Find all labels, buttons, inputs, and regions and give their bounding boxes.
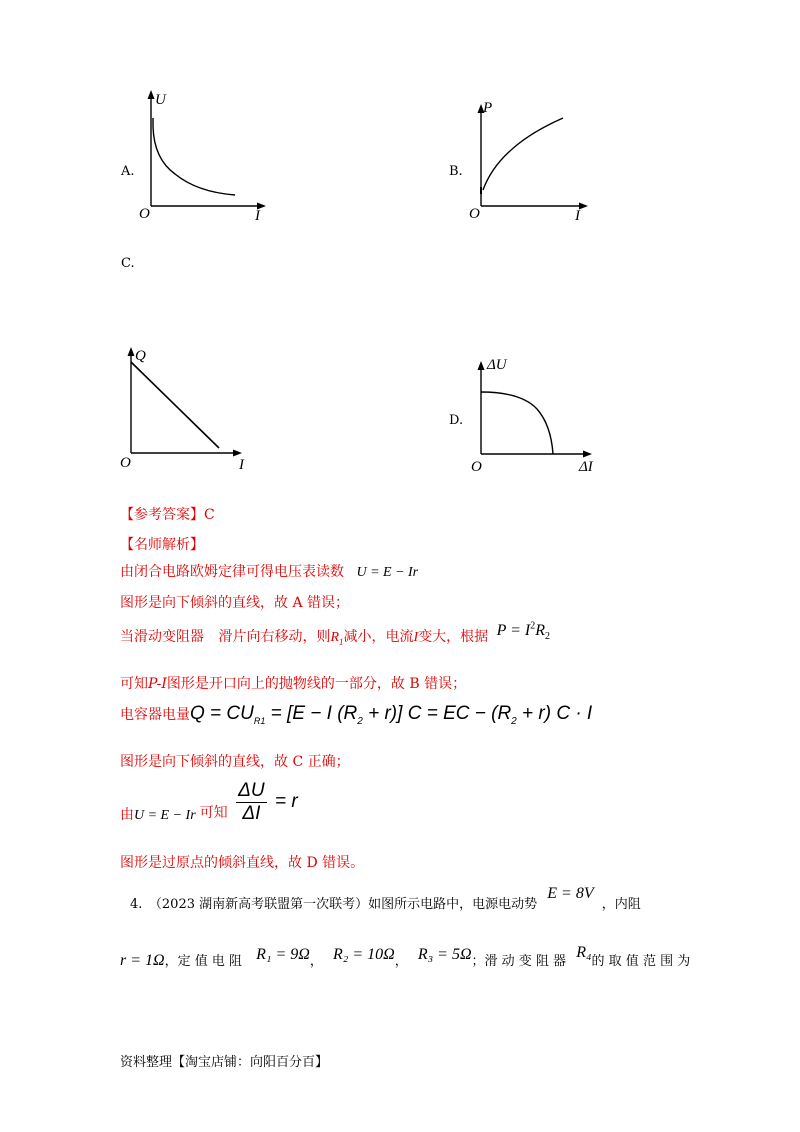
q4-l2-c: 的 取 值 范 围 为 [591,954,691,969]
answer-line [120,504,215,524]
graph-a-curve [153,124,235,195]
answer-label: 【参考答案】 [120,507,204,523]
analysis-l7-den: ΔI [242,803,261,824]
q4-l1-b: ，内阻 [601,897,641,912]
analysis-l7-b: 可知 [199,804,228,821]
graph-a-xlabel: I [255,208,260,223]
analysis-l5-text: 电容器电量 [120,707,190,723]
q4-l1-a: 4. （2023 湖南新高考联盟第一次联考）如图所示电路中，电源电动势 [130,897,538,912]
graph-c-origin: O [120,455,131,471]
analysis-l7-a: 由 [120,806,134,823]
analysis-l1-formula: U = E − Ir [356,565,419,580]
q4-l1-emf: E = 8V [547,885,594,902]
analysis-line-4 [120,673,466,693]
q4-l2-b: ；滑 动 变 阻 器 [471,954,567,969]
graph-b-curve [483,118,563,190]
analysis-l5-formula: $Q = CU_{R1} = [E - I$ $(R_2 + r)$] C = EC − $(R_2 + r) C \cdot I$ [190,703,593,727]
analysis-l7-rhs: = r [275,790,298,812]
graph-d-curve [481,392,553,454]
graph-a-origin: O [139,206,150,222]
analysis-l3-d: 变大，根据 [418,629,489,645]
analysis-line-8: 图形是过原点的倾斜直线，故 D 错误。 [120,855,365,871]
analysis-heading: 【名师解析】 [120,537,204,553]
graph-c-xlabel: I [239,457,244,473]
graph-c [117,340,257,475]
analysis-l3-a: 当滑动变阻器 [120,629,204,645]
q4-l2-r3: R₃ = 5Ω [417,946,472,963]
graph-a-ylabel: U [155,92,166,108]
graph-b-xlabel: I [575,208,580,224]
option-d-label: D. [449,413,464,428]
analysis-l3-formula: $P = I^2R_2$ [496,620,551,643]
analysis-l3-b: 滑片向右移动，则 [218,629,331,645]
analysis-l7-formula: U = E − Ir [134,807,196,823]
analysis-l1-text: 由闭合电路欧姆定律可得电压表读数 [120,564,344,580]
analysis-line-5 [120,703,592,727]
graph-a [135,88,275,223]
answer-value: C [204,507,215,523]
graph-b-ylabel: P [483,100,493,116]
analysis-line-1 [120,561,418,581]
analysis-l3-i: I [413,630,419,645]
graph-d-xlabel: ΔI [579,459,593,475]
option-b-label: B. [449,164,463,179]
analysis-l3-c: 减小，电流 [343,629,414,645]
graph-c-x-arrow [233,450,242,457]
analysis-l4-a: 可知 [120,676,148,692]
graph-c-line [131,362,219,448]
graph-d [465,347,600,477]
footer: 资料整理【淘宝店铺：向阳百分百】 [120,1055,329,1070]
analysis-line-7 [120,780,298,825]
question4-line-2: r = 1Ω，定 值 电 阻 R₁ = 9Ω， R₂ = 10Ω， R₃ = 5Ω；滑 动 变 阻 器 R₄的 取 值 范 围 为 [120,944,691,969]
q4-l2-a: ，定 值 电 阻 [164,954,242,969]
q4-l2-r1: R₁ = 9Ω [256,946,310,963]
graph-d-origin: O [471,459,482,475]
graph-d-x-arrow [583,451,592,458]
analysis-l4-pi: P-I [148,676,167,692]
graph-b [465,94,595,224]
analysis-l7-fraction [236,780,266,825]
q4-l2-r2: R₂ = 10Ω [332,946,395,963]
option-a-label: A. [121,164,135,179]
graph-a-y-arrow [148,90,155,99]
graph-b-origin: O [469,206,480,222]
analysis-l7-num: ΔU [238,780,265,801]
question4-line-1 [130,885,641,913]
graph-c-y-arrow [128,347,135,356]
graph-b-x-arrow [579,203,588,210]
graph-d-y-arrow [478,361,485,370]
analysis-l3-r1: $R_1$ [330,630,344,647]
q4-l2-r4: R₄ [576,944,592,961]
analysis-line-3 [120,620,551,648]
analysis-l4-b: 图形是开口向上的抛物线的一部分，故 B 错误； [166,676,467,692]
graph-c-ylabel: Q [135,348,146,364]
analysis-line-2: 图形是向下倾斜的直线，故 A 错误； [120,595,350,611]
analysis-line-6: 图形是向下倾斜的直线，故 C 正确； [120,754,350,770]
graph-d-ylabel: ΔU [487,357,507,373]
option-c-label: C. [121,256,135,271]
q4-l2-r: r = 1Ω [120,952,165,969]
